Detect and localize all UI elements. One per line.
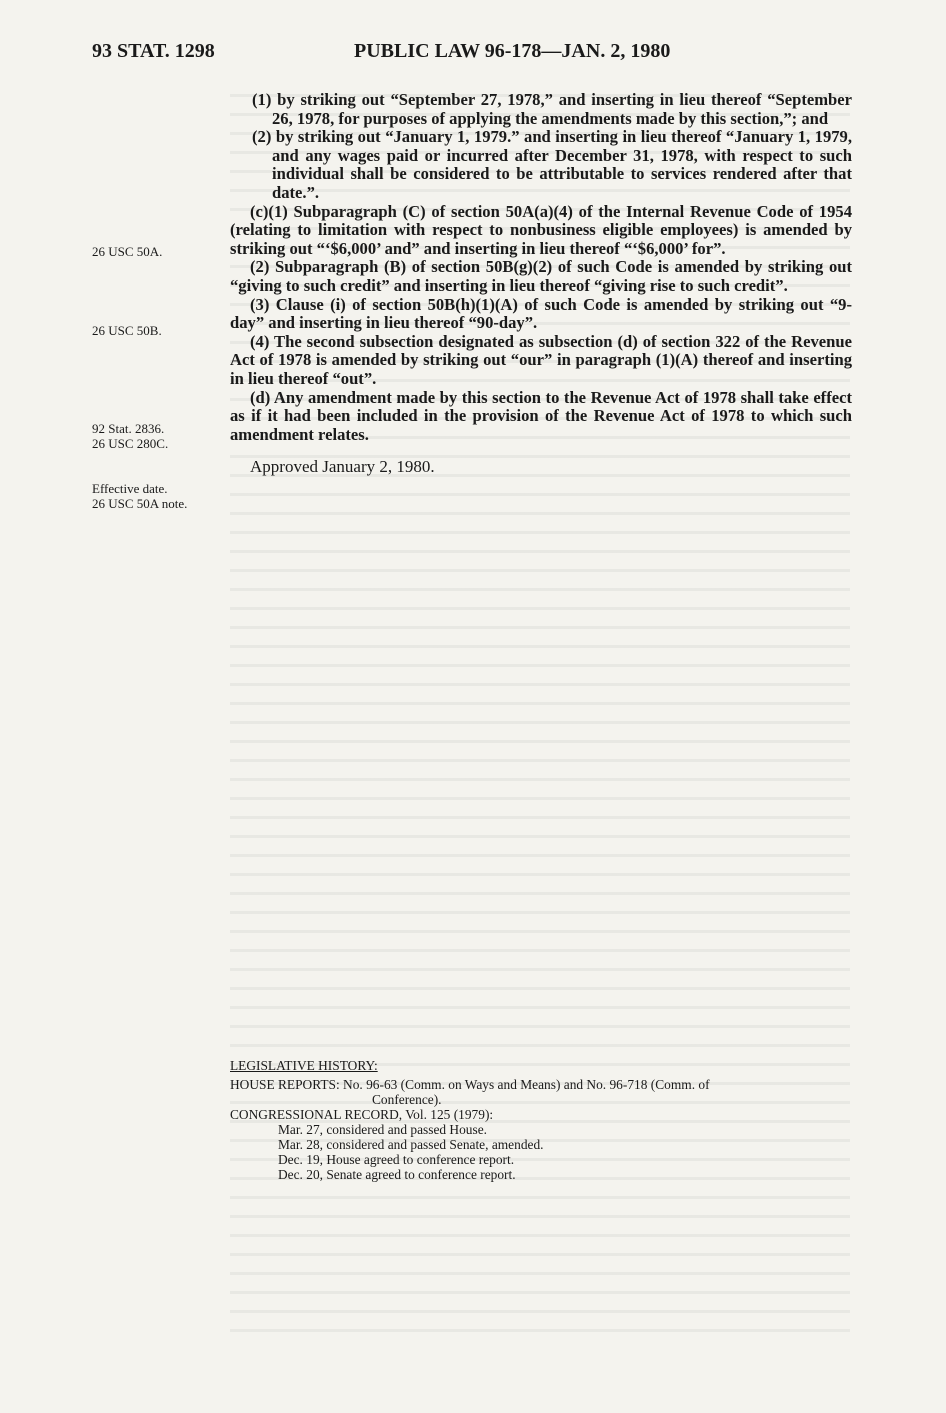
paragraph-c2: (2) Subparagraph (B) of section 50B(g)(2) of such Code is amended by striking out “giving to such credit” and inserting in lieu thereof “giving rise to such credit”. (230, 257, 852, 295)
paragraph-2: (2) by striking out “January 1, 1979.” and inserting in lieu thereof “January 1, 1979, and any wages paid or incurred after December 31, 1978, with respect to such individual shall be considered to be attributable to services rendered after that date.”. (252, 127, 852, 202)
history-item: Dec. 20, Senate agreed to conference report. (278, 1167, 516, 1182)
paragraph-c1: (c)(1) Subparagraph (C) of section 50A(a)(4) of the Internal Revenue Code of 1954 (relating to limitation with respect to nonbusiness eligible employees) is amended by striking out “‘$6,000’ and” and inserting in lieu thereof “‘$6,000’ for”. (230, 201, 852, 258)
paragraph-c3: (3) Clause (i) of section 50B(h)(1)(A) of such Code is amended by striking out “9-day” and inserting in lieu thereof “90-day”. (230, 294, 852, 333)
history-item: Dec. 19, House agreed to conference report. (278, 1152, 515, 1167)
house-reports-continued: Conference). (372, 1092, 442, 1107)
house-reports: HOUSE REPORTS: No. 96-63 (Comm. on Ways and Means) and No. 96-718 (Comm. of (230, 1077, 710, 1092)
margin-note-effective-date: Effective date. 26 USC 50A note. (92, 481, 188, 511)
margin-note-92stat: 92 Stat. 2836. 26 USC 280C. (92, 421, 169, 451)
margin-note-26usc50b: 26 USC 50B. (92, 323, 162, 338)
approved-date: Approved January 2, 1980. (250, 457, 435, 477)
margin-note-26usc50a: 26 USC 50A. (92, 244, 163, 259)
paragraph-d: (d) Any amendment made by this section to the Revenue Act of 1978 shall take effect as if it had been included in the provision of the Revenue Act of 1978 to which such amendment relates. (230, 387, 852, 444)
history-item: Mar. 28, considered and passed Senate, amended. (278, 1137, 544, 1152)
history-item: Mar. 27, considered and passed House. (278, 1122, 487, 1137)
legislative-history-heading: LEGISLATIVE HISTORY: (230, 1058, 378, 1073)
congressional-record: CONGRESSIONAL RECORD, Vol. 125 (1979): (230, 1107, 494, 1122)
paragraph-c4: (4) The second subsection designated as subsection (d) of section 322 of the Revenue Act of 1978 is amended by striking out “our” in paragraph (1)(A) thereof and inserting in lieu thereof “out”. (230, 331, 852, 388)
running-title: PUBLIC LAW 96-178—JAN. 2, 1980 (354, 40, 671, 62)
paragraph-1: (1) by striking out “September 27, 1978,” and inserting in lieu thereof “September 26, 1978, for purposes of applying the amendments made by this section,”; and (252, 90, 852, 128)
page-header (92, 40, 872, 70)
legislative-history (230, 1058, 856, 1182)
stat-page-number: 93 STAT. 1298 (92, 40, 215, 62)
statute-text (230, 91, 852, 477)
